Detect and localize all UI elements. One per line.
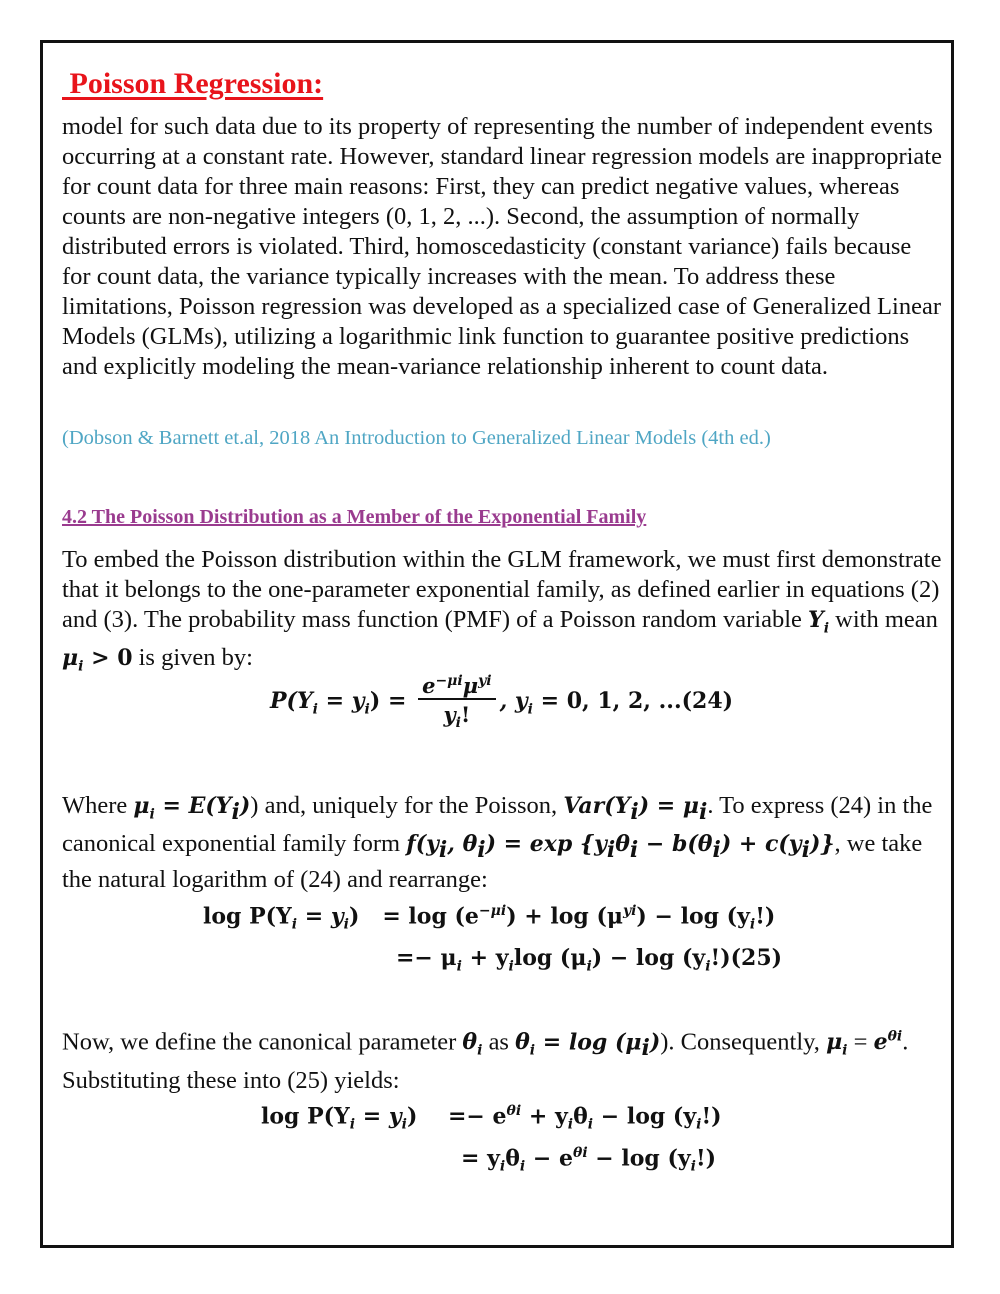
equation-25-line-2: =− $\mu_i + y_i\log$ $(\mu_i) - \log (y_i!)(25)$ (396, 945, 783, 975)
paragraph-canonical-parameter: Now, we define the canonical parameter $\theta_i$ as $\theta_i = \log (\mu_i)$). Consequently, $\mu_i = e^{\theta i}$. Substituting these into (25) yields: (62, 1028, 909, 1094)
page-frame (40, 40, 954, 1248)
intro-paragraph: model for such data due to its property of representing the number of independent events occurring at a constant rate. However, standard linear regression models are inappropriate for count data for three main reasons: First, they can predict negative values, whereas counts are non-negative integers (0, 1, 2, ...). Second, the assumption of normally distributed errors is violated. Third, homoscedasticity (constant variance) fails because for count data, the variance typically increases with the mean. To address these limitations, Poisson regression was developed as a specialized case of Generalized Linear Models (GLMs), utilizing a logarithmic link function to guarantee positive predictions and explicitly modeling the mean-variance relationship inherent to count data. (62, 113, 942, 380)
fraction: $\frac{e^{-\mu i}\mu^{yi}}{y_i!}$ (418, 673, 496, 731)
equation-final-line-1: $\log P(Y_i = y_i)$ =− $e^{\theta i} + y_i\theta_i - \log (y_i!)$ (261, 1103, 722, 1133)
paragraph-text: is given by: (132, 644, 253, 672)
page-title: Poisson Regression: (62, 67, 324, 100)
paragraph-text: To embed the Poisson distribution within the GLM framework, we must first demonstrate that it belongs to the one-parameter exponential family, as defined earlier in equations (2) and (3). The probability mass function (PMF) of a Poisson random variable (62, 546, 942, 633)
citation: (Dobson & Barnett et.al, 2018 An Introduction to Generalized Linear Models (4th ed.) (62, 427, 771, 449)
equation-24: $P(Y_i = y_i)$ = $\frac{e^{-\mu i}\mu^{yi}}{y_i!}$ , $y_i = 0$, 1, 2, ...(24) (270, 673, 734, 732)
math-cond-tail: > 0 (83, 645, 133, 672)
paragraph-text: with mean (829, 606, 938, 633)
section-heading: 4.2 The Poisson Distribution as a Member of the Exponential Family (62, 506, 647, 528)
math-var: $Y_i$ (808, 607, 830, 637)
equation-25-line-1: $\log P(Y_i = y_i)$ = $\log (e^{-\mu i}) + \log (\mu^{yi}) - \log (y_i!)$ (203, 903, 776, 933)
paragraph-pmf-intro (62, 545, 942, 682)
paragraph-canonical-form: Where $\mu_i = E(Y_i)$) and, uniquely for the Poisson, $Var(Y_i) = \mu_i$. To express (24) in the canonical exponential family form $f(y_i$, $\theta_i) = \exp \{y_i\theta_i - b(\theta_i) + c(y_i)\}$, we take the natural logarithm of (24) and rearrange: (62, 792, 933, 894)
equation-final-line-2: = $y_i\theta_i - e^{\theta i} - \log (y_i!)$ (461, 1145, 717, 1175)
math-cond: $\mu_i$ (62, 645, 84, 675)
